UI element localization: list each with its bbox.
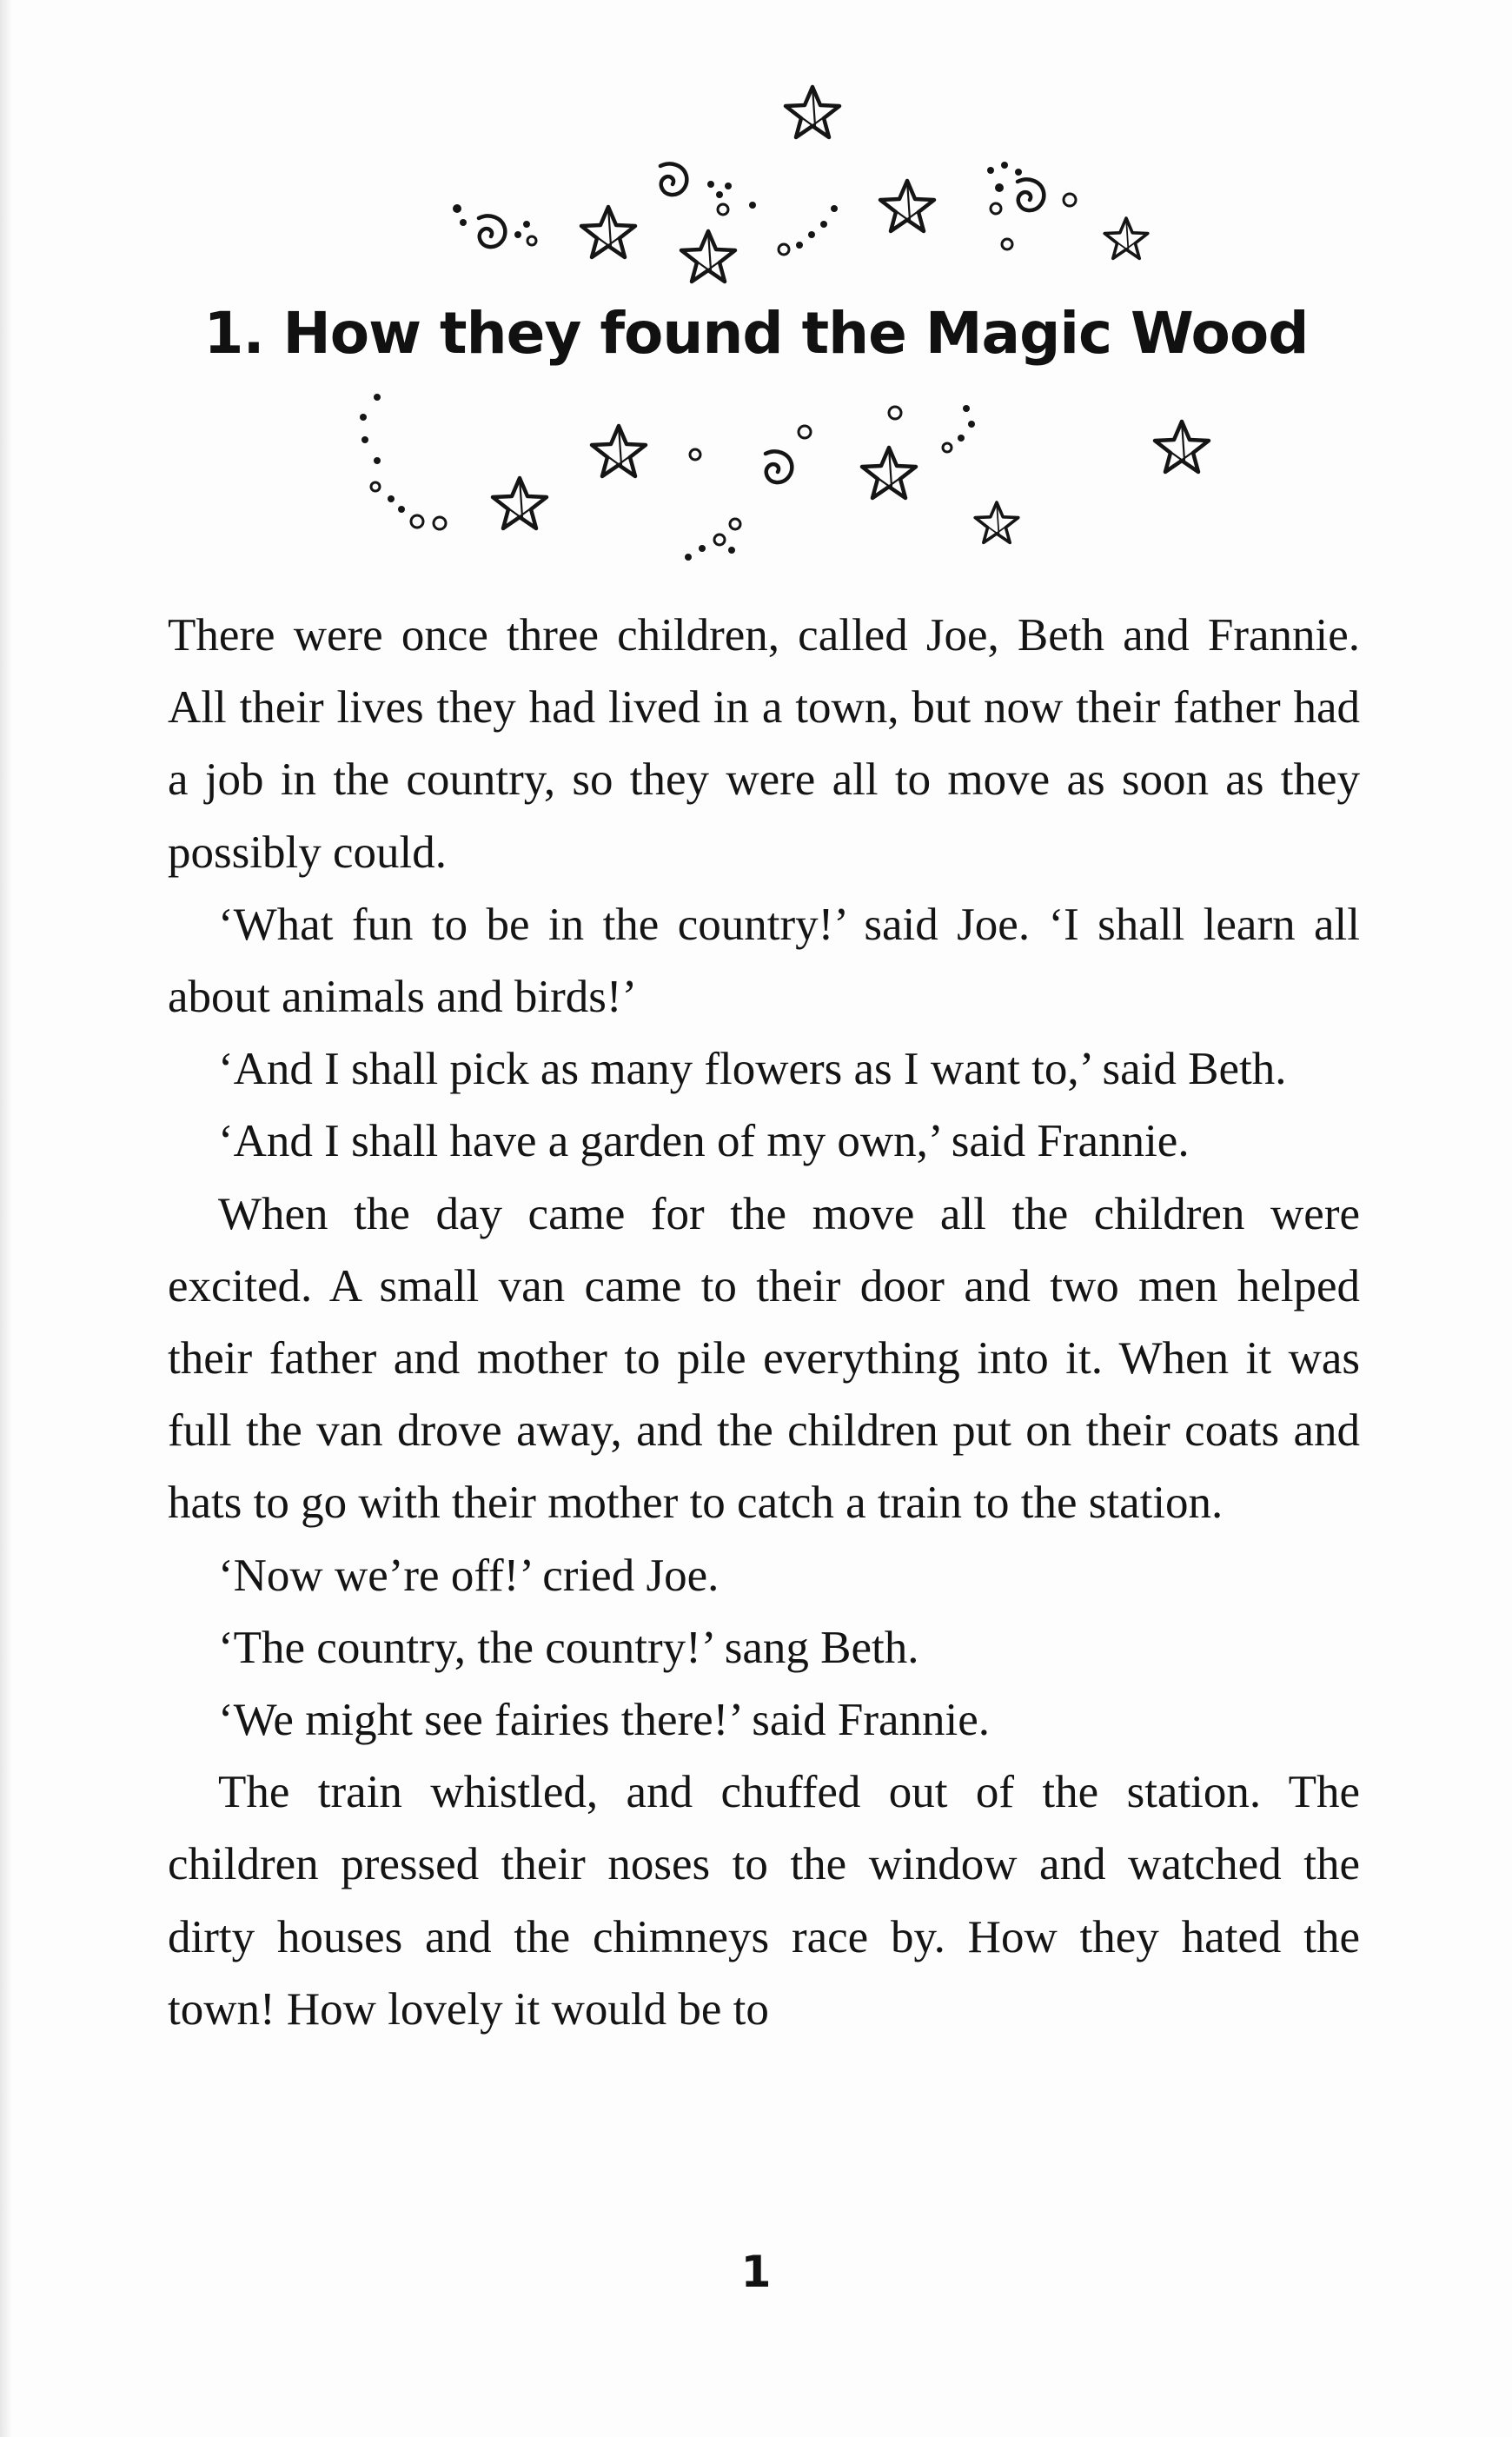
paragraph: ‘We might see fairies there!’ said Frannie.	[218, 1695, 991, 1746]
chapter-title: 1. How they found the Magic Wood	[203, 300, 1309, 367]
paragraph: ‘Now we’re off!’ cried Joe.	[218, 1550, 720, 1601]
dots-icon	[360, 394, 975, 561]
star-icon	[681, 231, 735, 282]
swirl-icon	[660, 163, 686, 195]
swirl-icon	[1018, 179, 1044, 210]
paragraph: ‘And I shall pick as many flowers as I want to,’ said Beth.	[218, 1044, 1287, 1095]
bottom-star-cluster	[360, 394, 1209, 561]
star-icon	[592, 426, 646, 476]
star-icon	[975, 502, 1018, 542]
paragraph: There were once three children, called Joe, Beth and Frannie. All their lives they had lived in a town, but now their father had a job in the country, so they were all to move as soon as they possibly could.	[168, 610, 1360, 878]
paragraph: ‘The country, the country!’ sang Beth.	[218, 1622, 919, 1673]
paragraph: When the day came for the move all the children were excited. A small van came to their door and two men helped their father and mother to pile everything into it. When it was full the van drove away, and the children put on their coats and hats to go with their mother to catch a train to the station.	[168, 1188, 1360, 1529]
star-icon	[1104, 218, 1148, 258]
star-icon	[786, 87, 839, 137]
star-icon	[1155, 422, 1209, 472]
top-star-cluster	[453, 87, 1148, 282]
page-number: 1	[740, 2247, 772, 2297]
swirl-icon	[479, 216, 505, 247]
dots-icon	[453, 162, 1076, 255]
swirl-icon	[766, 451, 792, 482]
paragraph: ‘And I shall have a garden of my own,’ said Frannie.	[218, 1116, 1190, 1167]
star-icon	[581, 207, 635, 257]
paragraph: The train whistled, and chuffed out of the station. The children pressed their noses to the window and watched the dirty houses and the chimneys race by. How they hated the town! How lovely it would be to	[168, 1767, 1360, 2035]
star-icon	[862, 448, 916, 498]
body-text	[168, 600, 1360, 2046]
paragraph: ‘What fun to be in the country!’ said Joe. ‘I shall learn all about animals and birds!’	[168, 899, 1360, 1023]
star-icon	[493, 478, 547, 528]
star-icon	[880, 181, 934, 231]
